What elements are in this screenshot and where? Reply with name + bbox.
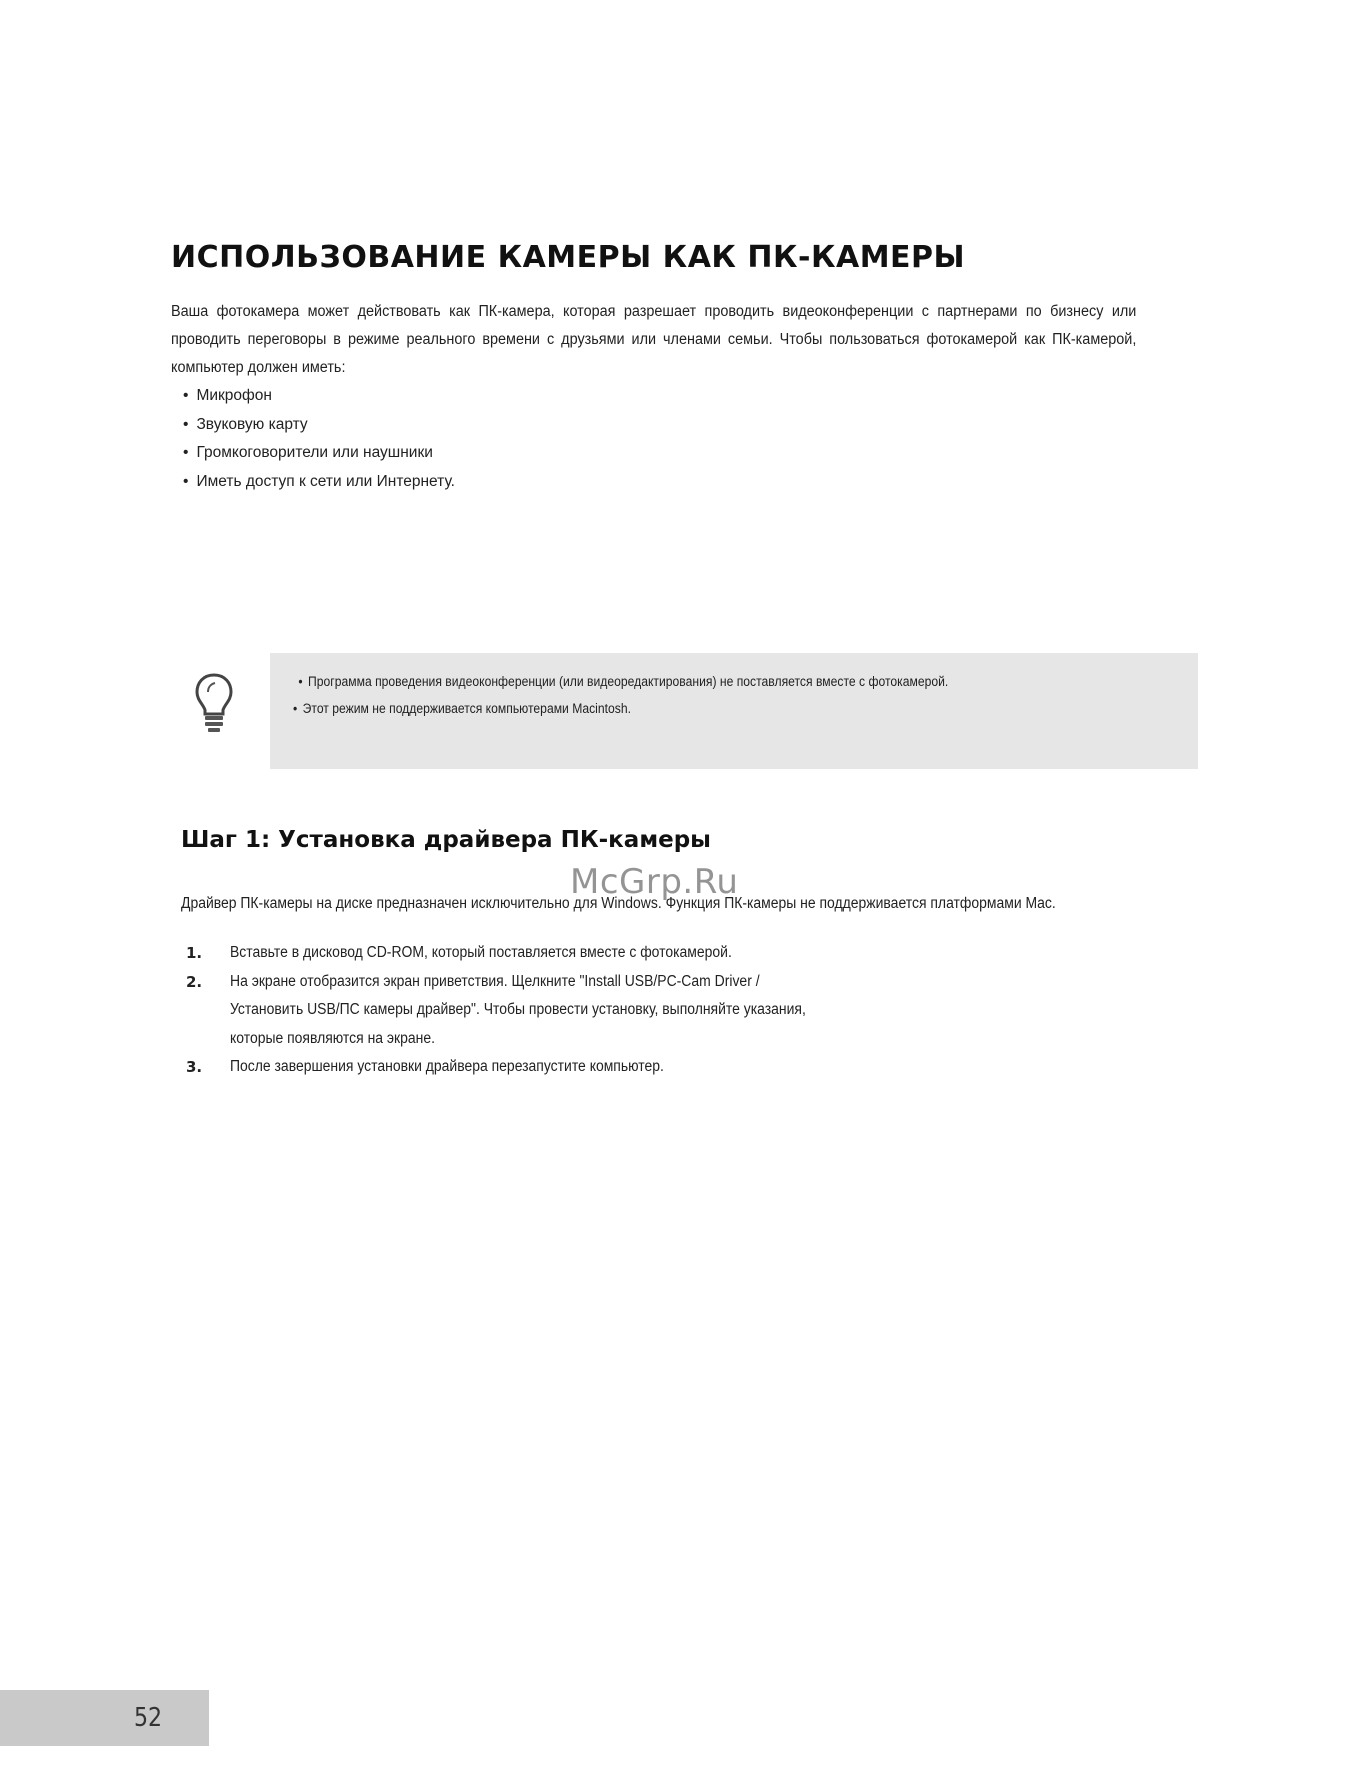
step-text: На экране отобразится экран приветствия. Щелкните "Install USB/PC-Cam Driver / Установить USB/ПС камеры драйвер". Чтобы провести установку, выполняйте указания, которые появляются на экране. (230, 972, 806, 1047)
section-intro: Драйвер ПК-камеры на диске предназначен исключительно для Windows. Функция ПК-камеры не поддерживается платформами Mac. (181, 895, 1056, 912)
step-number: 3. (186, 1058, 203, 1076)
list-item: • Иметь доступ к сети или Интернету. (183, 468, 455, 497)
requirements-list (183, 382, 455, 496)
lightbulb-icon (194, 672, 234, 734)
page-title: ИСПОЛЬЗОВАНИЕ КАМЕРЫ КАК ПК-КАМЕРЫ (171, 240, 966, 275)
step-item (186, 968, 870, 1054)
note-item: • Этот режим не поддерживается компьютерами Macintosh. (293, 695, 948, 722)
note-item: • Программа проведения видеоконференции (или видеоредактирования) не поставляется вместе с фотокамерой. (293, 668, 948, 695)
step-item (186, 939, 870, 968)
list-item: • Звуковую карту (183, 411, 455, 440)
list-item: • Громкоговорители или наушники (183, 439, 455, 468)
page-number: 52 (134, 1703, 163, 1733)
step-number: 1. (186, 944, 203, 962)
watermark: McGrp.Ru (570, 862, 739, 902)
step-text: После завершения установки драйвера перезапустите компьютер. (230, 1058, 664, 1075)
step-item (186, 1053, 870, 1082)
page-number-tab (0, 1690, 209, 1746)
note-list (293, 668, 948, 722)
list-item: • Микрофон (183, 382, 455, 411)
step-text: Вставьте в дисковод CD-ROM, который поставляется вместе с фотокамерой. (230, 944, 732, 961)
steps-list (186, 939, 870, 1082)
step-number: 2. (186, 972, 203, 991)
intro-paragraph: Ваша фотокамера может действовать как ПК-камера, которая разрешает проводить видеоконференции с партнерами по бизнесу или проводить переговоры в режиме реального времени с друзьями или членами семьи. Чтобы пользоваться фотокамерой как ПК-камерой, компьютер должен иметь: (171, 303, 1137, 376)
section-heading: Шаг 1: Установка драйвера ПК-камеры (181, 827, 711, 853)
